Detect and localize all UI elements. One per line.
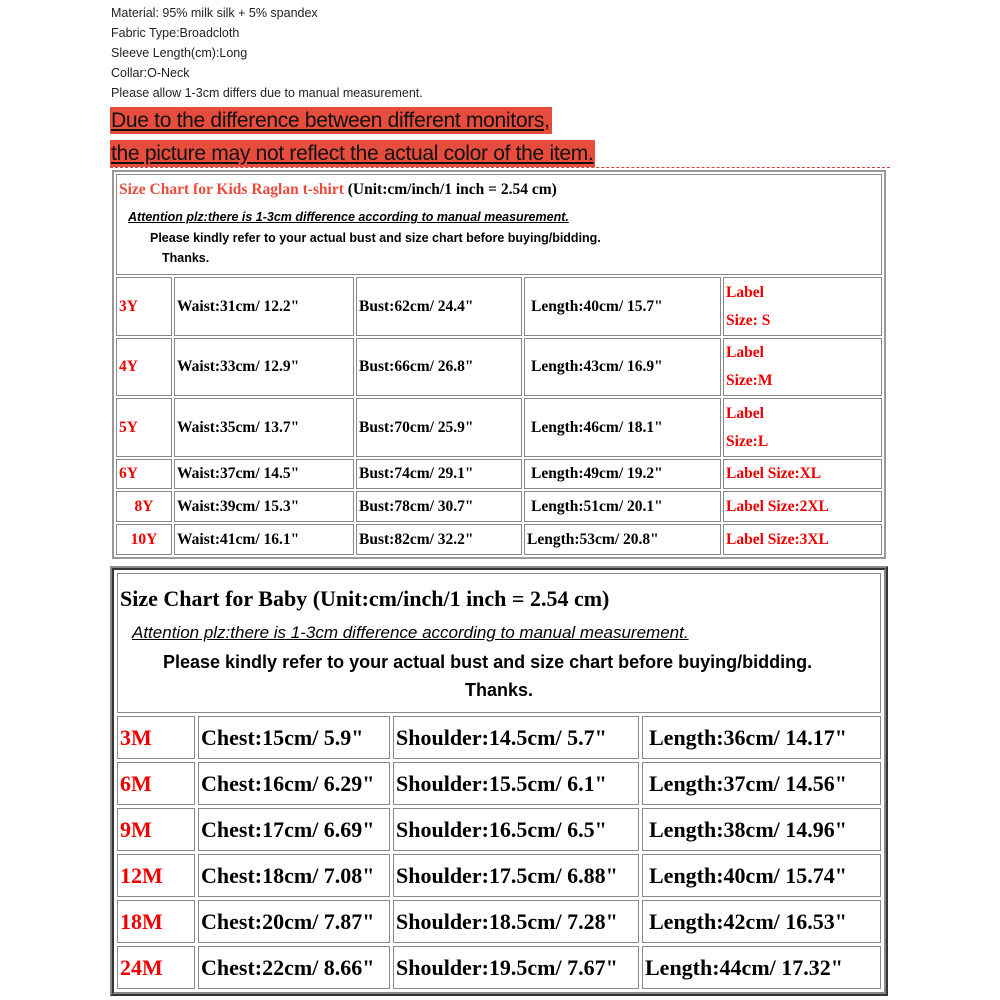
- spec-fabric: Fabric Type:Broadcloth: [111, 26, 240, 40]
- baby-measure: Chest:16cm/ 6.29": [198, 762, 390, 805]
- color-warning-line-1: Due to the difference between different monitors,: [111, 109, 550, 132]
- label-text: Label: [726, 344, 764, 361]
- kids-title: Size Chart for Kids Raglan t-shirt: [119, 181, 344, 198]
- spec-material: Material: 95% milk silk + 5% spandex: [111, 6, 318, 20]
- baby-measure: Shoulder:19.5cm/ 7.67": [393, 946, 639, 989]
- baby-header: [117, 573, 881, 713]
- baby-measure: Chest:18cm/ 7.08": [198, 854, 390, 897]
- kids-measure: Waist:39cm/ 15.3": [174, 491, 354, 522]
- baby-title: Size Chart for Baby (Unit:cm/inch/1 inch = 2.54 cm): [120, 586, 610, 611]
- baby-age: 6M: [117, 762, 195, 805]
- kids-thanks: Thanks.: [162, 251, 210, 265]
- divider: [110, 167, 890, 168]
- kids-measure: Length:46cm/ 18.1": [524, 398, 721, 457]
- baby-measure: Length:44cm/ 17.32": [642, 946, 881, 989]
- kids-row: [116, 398, 882, 457]
- kids-label-size: [723, 338, 882, 396]
- baby-measure: Shoulder:18.5cm/ 7.28": [393, 900, 639, 943]
- kids-measure: Bust:82cm/ 32.2": [356, 524, 522, 555]
- baby-row: [117, 762, 881, 805]
- baby-row: [117, 808, 881, 851]
- kids-row: [116, 459, 882, 489]
- baby-measure: Chest:17cm/ 6.69": [198, 808, 390, 851]
- size-text: Size:M: [726, 372, 773, 389]
- kids-row: [116, 338, 882, 396]
- kids-measure: Waist:41cm/ 16.1": [174, 524, 354, 555]
- baby-measure: Chest:22cm/ 8.66": [198, 946, 390, 989]
- kids-measure: Length:40cm/ 15.7": [524, 277, 721, 336]
- color-warning-line-2: the picture may not reflect the actual color of the item.: [111, 142, 594, 165]
- spec-sleeve: Sleeve Length(cm):Long: [111, 46, 248, 60]
- kids-label-size: [723, 398, 882, 457]
- kids-measure: Length:43cm/ 16.9": [524, 338, 721, 396]
- spec-collar: Collar:O-Neck: [111, 66, 190, 80]
- baby-thanks: Thanks.: [464, 680, 534, 700]
- kids-attention: Attention plz:there is 1-3cm difference according to manual measurement.: [128, 210, 569, 224]
- kids-measure: Waist:35cm/ 13.7": [174, 398, 354, 457]
- kids-measure: Length:49cm/ 19.2": [524, 459, 721, 489]
- kids-label-size: [723, 524, 882, 555]
- baby-row: [117, 900, 881, 943]
- kids-label-size: [723, 277, 882, 336]
- baby-row: [117, 716, 881, 759]
- baby-measure: Shoulder:16.5cm/ 6.5": [393, 808, 639, 851]
- kids-measure: Bust:74cm/ 29.1": [356, 459, 522, 489]
- size-text: Size: S: [726, 311, 771, 329]
- baby-age: 9M: [117, 808, 195, 851]
- kids-label-size: [723, 459, 882, 489]
- baby-refer: Please kindly refer to your actual bust and size chart before buying/bidding.: [163, 652, 813, 672]
- baby-size-chart: [110, 566, 888, 996]
- kids-header: [116, 174, 882, 275]
- kids-size-chart: [112, 170, 886, 559]
- label-text: Label Size:XL: [726, 465, 822, 482]
- kids-measure: Waist:37cm/ 14.5": [174, 459, 354, 489]
- kids-measure: Bust:62cm/ 24.4": [356, 277, 522, 336]
- baby-row: [117, 946, 881, 989]
- baby-age: 12M: [117, 854, 195, 897]
- label-text: Label Size:3XL: [726, 530, 829, 548]
- kids-row: [116, 524, 882, 555]
- kids-refer: Please kindly refer to your actual bust and size chart before buying/bidding.: [150, 231, 601, 245]
- label-text: Label Size:2XL: [726, 497, 829, 515]
- baby-attention: Attention plz:there is 1-3cm difference according to manual measurement.: [132, 623, 689, 642]
- baby-measure: Shoulder:15.5cm/ 6.1": [393, 762, 639, 805]
- kids-label-size: [723, 491, 882, 522]
- kids-age: 10Y: [116, 524, 172, 555]
- baby-measure: Length:42cm/ 16.53": [642, 900, 881, 943]
- kids-row: [116, 491, 882, 522]
- baby-measure: Shoulder:14.5cm/ 5.7": [393, 716, 639, 759]
- kids-measure: Bust:78cm/ 30.7": [356, 491, 522, 522]
- kids-age: 5Y: [116, 398, 172, 457]
- baby-measure: Chest:20cm/ 7.87": [198, 900, 390, 943]
- baby-age: 24M: [117, 946, 195, 989]
- label-text: Label: [726, 283, 764, 301]
- kids-measure: Waist:31cm/ 12.2": [174, 277, 354, 336]
- baby-measure: Shoulder:17.5cm/ 6.88": [393, 854, 639, 897]
- spec-note: Please allow 1-3cm differs due to manual measurement.: [111, 86, 423, 100]
- kids-age: 6Y: [116, 459, 172, 489]
- baby-age: 18M: [117, 900, 195, 943]
- baby-age: 3M: [117, 716, 195, 759]
- kids-age: 8Y: [116, 491, 172, 522]
- label-text: Label: [726, 404, 764, 422]
- kids-measure: Length:53cm/ 20.8": [524, 524, 721, 555]
- baby-measure: Length:38cm/ 14.96": [642, 808, 881, 851]
- baby-measure: Chest:15cm/ 5.9": [198, 716, 390, 759]
- kids-measure: Bust:70cm/ 25.9": [356, 398, 522, 457]
- kids-measure: Bust:66cm/ 26.8": [356, 338, 522, 396]
- baby-measure: Length:40cm/ 15.74": [642, 854, 881, 897]
- kids-unit: (Unit:cm/inch/1 inch = 2.54 cm): [343, 181, 557, 198]
- size-text: Size:L: [726, 432, 769, 450]
- kids-measure: Waist:33cm/ 12.9": [174, 338, 354, 396]
- baby-measure: Length:37cm/ 14.56": [642, 762, 881, 805]
- kids-row: [116, 277, 882, 336]
- kids-measure: Length:51cm/ 20.1": [524, 491, 721, 522]
- baby-row: [117, 854, 881, 897]
- kids-age: 3Y: [116, 277, 172, 336]
- baby-measure: Length:36cm/ 14.17": [642, 716, 881, 759]
- kids-age: 4Y: [116, 338, 172, 396]
